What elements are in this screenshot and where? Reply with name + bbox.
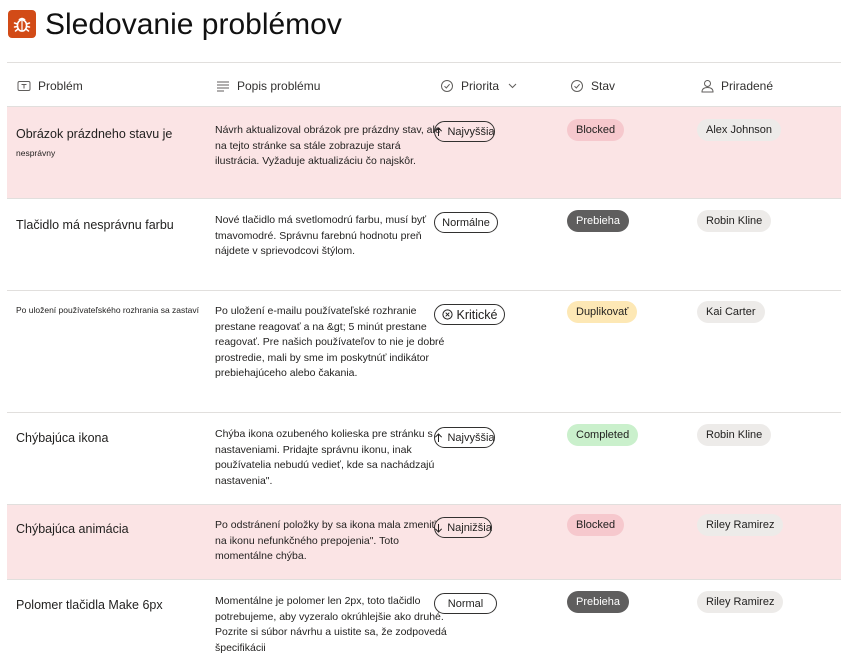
table-row[interactable] xyxy=(7,505,841,580)
priority-badge[interactable] xyxy=(434,427,495,448)
problem-title: Obrázok prázdneho stavu je xyxy=(16,127,173,141)
column-header-priority[interactable] xyxy=(440,63,524,108)
status-badge[interactable] xyxy=(567,514,624,536)
assigned-person-chip[interactable] xyxy=(697,514,783,536)
table-row[interactable] xyxy=(7,107,841,199)
column-header-status[interactable] xyxy=(570,63,615,108)
person-name: Kai Carter xyxy=(706,306,756,318)
person-icon xyxy=(701,79,714,93)
problem-title-continued: nesprávny xyxy=(16,148,56,158)
priority-label: Najnižšia xyxy=(447,521,492,534)
problem-cell[interactable] xyxy=(16,520,204,539)
bug-icon xyxy=(8,10,36,38)
assigned-person-chip[interactable] xyxy=(697,210,771,232)
description-cell[interactable]: Momentálne je polomer len 2px, toto tlačidlo potrebujeme, aby vyzeralo okrúhlejšie ako druhé. Pozrite si súbor návrhu a uistite sa, že zodpovedá špecifikácii xyxy=(215,595,447,654)
priority-label: Normal xyxy=(447,597,484,610)
arrow-down-icon xyxy=(434,523,443,533)
table-row[interactable] xyxy=(7,413,841,505)
column-header-problem[interactable] xyxy=(17,63,83,108)
column-header-label: Popis problému xyxy=(237,78,321,93)
table-row[interactable] xyxy=(7,199,841,291)
description-cell[interactable]: Po odstránení položky by sa ikona mala zmeniť na ikonu nefunkčného prepojenia". Toto momentálne chýba. xyxy=(215,519,436,562)
problem-title: Chýbajúca animácia xyxy=(16,522,129,536)
assigned-person-chip[interactable] xyxy=(697,591,783,613)
person-name: Robin Kline xyxy=(706,215,763,227)
status-label: Prebieha xyxy=(576,215,621,227)
status-badge[interactable] xyxy=(567,210,629,232)
column-header-label: Priradené xyxy=(721,78,774,93)
choice-field-icon xyxy=(440,79,454,93)
priority-label: Najvyššia xyxy=(447,431,495,444)
column-header-assigned[interactable] xyxy=(701,63,773,108)
priority-badge[interactable] xyxy=(434,304,505,325)
title-field-icon xyxy=(17,80,31,92)
status-label: Blocked xyxy=(576,124,616,136)
title-bar xyxy=(0,0,841,52)
assigned-person-chip[interactable] xyxy=(697,301,765,323)
person-name: Alex Johnson xyxy=(706,124,773,136)
status-label: Completed xyxy=(576,429,630,441)
critical-x-icon xyxy=(442,309,453,320)
problem-title: Po uložení používateľského rozhrania sa zastaví xyxy=(16,305,199,315)
column-header-description[interactable] xyxy=(216,63,320,108)
priority-label: Najvyššia xyxy=(447,125,495,138)
description-cell[interactable]: Nové tlačidlo má svetlomodrú farbu, musí byť tmavomodré. Správnu farebnú hodnotu preň nájdete v sprievodcovi štýlom. xyxy=(215,214,427,257)
description-cell[interactable]: Po uložení e-mailu používateľské rozhranie prestane reagovať a na &gt; 5 minút prestane reagovať. Pre našich používateľov to nie je dobré prostredie, mali by sme im poskytnúť indikátor prebiehajúceho alebo čakania. xyxy=(215,305,445,379)
arrow-up-icon xyxy=(434,433,443,443)
status-label: Blocked xyxy=(576,519,616,531)
status-badge[interactable] xyxy=(567,119,624,141)
description-cell[interactable]: Návrh aktualizoval obrázok pre prázdny stav, ale na tejto stránke sa stále zobrazuje stará ilustrácia. Vyžaduje aktualizáciu čo najskôr. xyxy=(215,124,441,167)
choice-field-icon xyxy=(570,79,584,93)
problem-cell[interactable] xyxy=(16,596,204,615)
description-cell[interactable]: Chýba ikona ozubeného kolieska pre stránku s nastaveniami. Pridajte správnu ikonu, inak používatelia nebudú vedieť, kde sa nachádzajú nastavenia". xyxy=(215,428,435,487)
assigned-person-chip[interactable] xyxy=(697,424,771,446)
problem-title: Chýbajúca ikona xyxy=(16,431,109,445)
priority-badge[interactable] xyxy=(434,121,495,142)
column-header-label: Stav xyxy=(591,78,616,93)
problem-cell[interactable] xyxy=(16,429,204,448)
priority-label: Normálne xyxy=(442,216,490,229)
status-badge[interactable] xyxy=(567,301,637,323)
issues-grid xyxy=(7,62,841,668)
problem-title: Polomer tlačidla Make 6px xyxy=(16,598,163,612)
priority-badge[interactable] xyxy=(434,212,498,233)
problem-cell[interactable] xyxy=(16,305,204,316)
problem-cell[interactable] xyxy=(16,125,204,163)
arrow-up-icon xyxy=(434,127,443,137)
status-label: Prebieha xyxy=(576,596,621,608)
priority-badge[interactable] xyxy=(434,517,492,538)
grid-header xyxy=(7,62,841,107)
person-name: Riley Ramirez xyxy=(706,519,775,531)
person-name: Riley Ramirez xyxy=(706,596,775,608)
priority-badge[interactable] xyxy=(434,593,497,614)
chevron-down-icon[interactable] xyxy=(508,83,517,89)
column-header-label: Priorita xyxy=(461,78,500,93)
person-name: Robin Kline xyxy=(706,429,763,441)
table-row[interactable] xyxy=(7,291,841,413)
problem-cell[interactable] xyxy=(16,216,204,235)
status-badge[interactable] xyxy=(567,424,638,446)
page-title: Sledovanie problémov xyxy=(45,8,342,41)
table-row[interactable] xyxy=(7,580,841,668)
status-badge[interactable] xyxy=(567,591,629,613)
problem-title: Tlačidlo má nesprávnu farbu xyxy=(16,218,174,232)
priority-label: Kritické xyxy=(456,307,498,322)
multiline-text-icon xyxy=(216,80,230,92)
column-header-label: Problém xyxy=(38,78,83,93)
assigned-person-chip[interactable] xyxy=(697,119,781,141)
status-label: Duplikovať xyxy=(576,306,629,318)
